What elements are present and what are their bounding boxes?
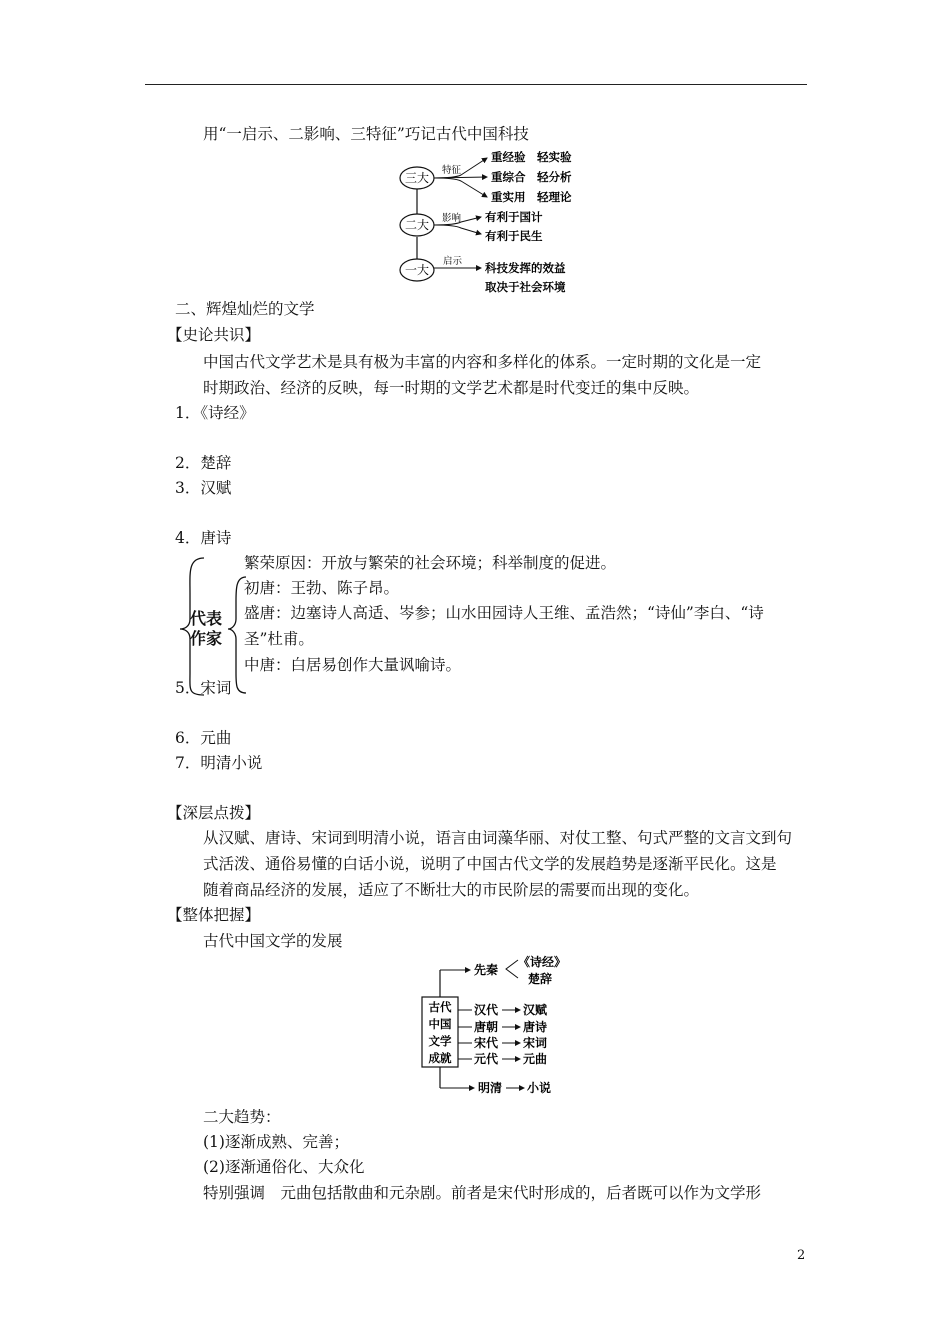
- two-text: 二大: [404, 218, 430, 232]
- one-item-1: 科技发挥的效益: [485, 261, 566, 275]
- item-7: 7．明清小说: [175, 754, 263, 772]
- tang-high-1: 盛唐：边塞诗人高适、岑参；山水田园诗人王维、孟浩然；“诗仙”李白、“诗: [244, 604, 764, 622]
- one-text: 一大: [404, 263, 430, 277]
- item-3: 3．汉赋: [175, 479, 232, 497]
- xianqin: 先秦: [474, 963, 499, 977]
- lit-box-1: 古代: [428, 1000, 452, 1014]
- shenceng-line-3: 随着商品经济的发展，适应了不断壮大的市民阶层的需要而出现的变化。: [203, 881, 700, 899]
- trends-title: 二大趋势：: [203, 1108, 281, 1126]
- trend-1: (1)逐渐成熟、完善；: [203, 1133, 349, 1151]
- header-rule: [145, 84, 807, 85]
- science-diagram: [395, 145, 595, 293]
- row-3-genre: 宋词: [523, 1036, 548, 1050]
- shenceng-heading: 【深层点拨】: [167, 804, 261, 822]
- lit-box-3: 文学: [428, 1034, 452, 1048]
- row-1-era: 汉代: [474, 1003, 499, 1017]
- three-item-3: 重实用 轻理论: [491, 190, 572, 204]
- row-4-era: 元代: [474, 1052, 499, 1066]
- rep-label-1: 代表: [190, 609, 223, 628]
- three-label: 特征: [442, 165, 462, 176]
- tang-early: 初唐：王勃、陈子昂。: [244, 579, 400, 597]
- row-1-genre: 汉赋: [523, 1003, 548, 1017]
- mingqing: 明清: [478, 1081, 503, 1095]
- row-3-era: 宋代: [474, 1036, 499, 1050]
- three-text: 三大: [404, 171, 430, 185]
- xianqin-item-2: 楚辞: [528, 972, 553, 986]
- item-5: 5．宋词: [175, 679, 232, 697]
- three-item-1: 重经验 轻实验: [491, 150, 572, 164]
- one-item-2: 取决于社会环境: [485, 280, 566, 293]
- item-4: 4．唐诗: [175, 529, 232, 547]
- row-4-genre: 元曲: [523, 1052, 548, 1066]
- xianqin-item-1: 《诗经》: [518, 955, 567, 969]
- tang-mid: 中唐：白居易创作大量讽喻诗。: [244, 656, 462, 674]
- sci-intro: 用“一启示、二影响、三特征”巧记古代中国科技: [203, 125, 529, 143]
- zhengti-heading: 【整体把握】: [167, 906, 261, 924]
- three-item-2: 重综合 轻分析: [491, 170, 572, 184]
- tang-high-2: 圣”杜甫。: [244, 630, 314, 648]
- literature-diagram: [412, 953, 582, 1103]
- item-2: 2．楚辞: [175, 454, 232, 472]
- trend-2: (2)逐渐通俗化、大众化: [203, 1158, 365, 1176]
- row-2-era: 唐朝: [474, 1020, 499, 1034]
- shenceng-line-2: 式活泼、通俗易懂的白话小说，说明了中国古代文学的发展趋势是逐渐平民化。这是: [203, 855, 777, 873]
- page-number: 2: [797, 1248, 806, 1263]
- section-title: 二、辉煌灿烂的文学: [175, 300, 315, 318]
- item-6: 6．元曲: [175, 729, 232, 747]
- shilun-line-2: 时期政治、经济的反映，每一时期的文学艺术都是时代变迁的集中反映。: [203, 379, 700, 397]
- item-1: 1．《诗经》: [175, 404, 255, 422]
- shilun-line-1: 中国古代文学艺术是具有极为丰富的内容和多样化的体系。一定时期的文化是一定: [203, 353, 762, 371]
- lit-box-2: 中国: [428, 1017, 452, 1031]
- shenceng-line-1: 从汉赋、唐诗、宋词到明清小说，语言由词藻华丽、对仗工整、句式严整的文言文到句: [203, 829, 793, 847]
- two-label: 影响: [442, 213, 462, 224]
- zhengti-sub: 古代中国文学的发展: [203, 932, 343, 950]
- mingqing-genre: 小说: [527, 1081, 552, 1095]
- two-item-2: 有利于民生: [485, 229, 543, 243]
- tang-reason: 繁荣原因：开放与繁荣的社会环境；科举制度的促进。: [244, 554, 617, 572]
- one-label: 启示: [443, 256, 463, 267]
- special-note: 特别强调 元曲包括散曲和元杂剧。前者是宋代时形成的，后者既可以作为文学形: [203, 1184, 762, 1202]
- shilun-heading: 【史论共识】: [167, 326, 261, 344]
- lit-box-4: 成就: [428, 1051, 452, 1065]
- row-2-genre: 唐诗: [523, 1020, 548, 1034]
- two-item-1: 有利于国计: [485, 210, 543, 224]
- rep-label-2: 作家: [190, 629, 223, 648]
